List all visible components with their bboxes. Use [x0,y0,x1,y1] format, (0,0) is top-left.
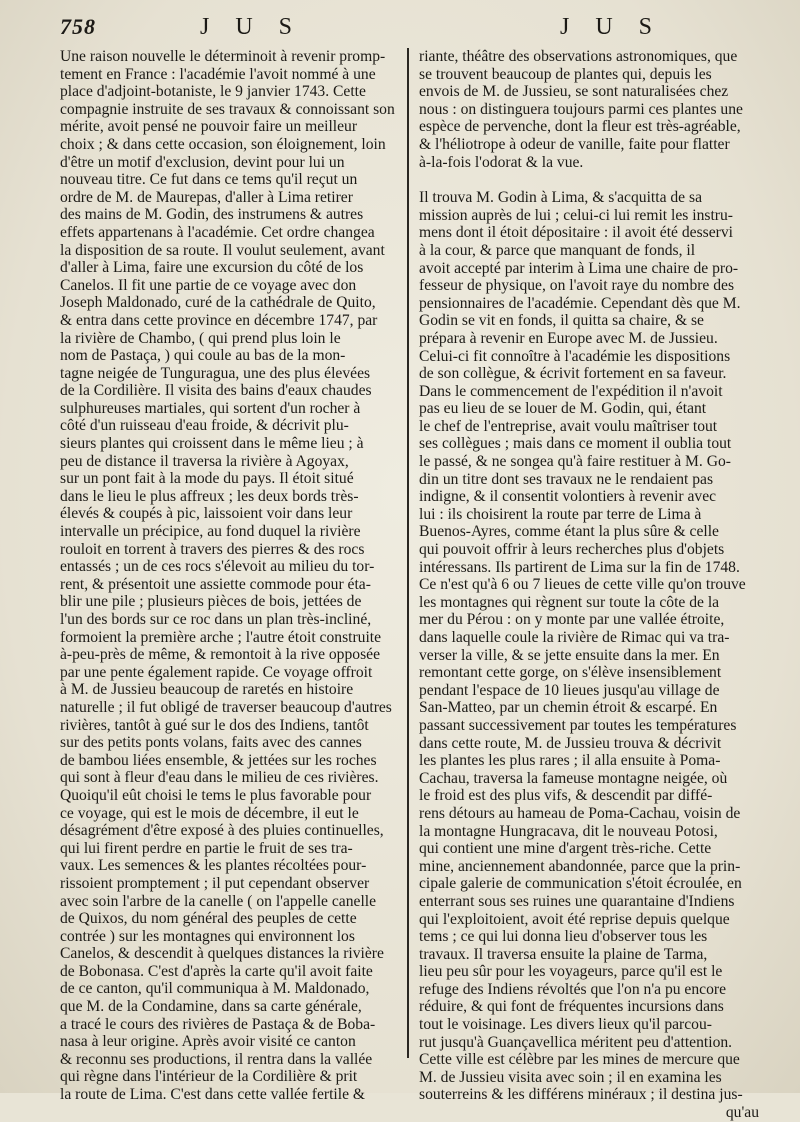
right-column-paragraph-2 [419,189,759,1104]
text-line: tement en France : l'académie l'avoit nommé à une [60,65,376,83]
text-line: dans laquelle coule la rivière de Rimac qui va tra- [419,629,730,646]
text-line: Buenos-Ayres, comme étant la plus sûre & celle [419,523,719,541]
text-line: envois de M. de Jussieu, se sont naturalisées chez [419,83,729,101]
text-line: tagne neigée de Tunguragua, une des plus élevées [60,364,371,382]
running-head-left: J U S [200,14,303,40]
text-line: prépara à revenir en Europe avec M. de Jussieu. [419,329,718,347]
text-line: place d'adjoint-botaniste, le 9 janvier 1743. Cette [60,83,366,101]
text-line: compagnie instruite de ses travaux & connoissant son [60,100,395,118]
text-line: qui sont à fleur d'eau dans le milieu de ces rivières. [60,769,379,787]
text-line: sulphureuses martiales, qui sortent d'un rocher à [60,399,361,417]
text-line: le froid est des plus vifs, & descendit par diffé- [419,787,713,805]
text-line: nouveau titre. Ce fut dans ce tems qu'il reçut un [60,171,358,189]
text-line: la route de Lima. C'est dans cette vallée fertile & [60,1086,366,1104]
text-line: qui lui firent perdre en partie le fruit de ses tra- [60,839,353,857]
text-line: d'être un motif d'exclusion, devint pour lui un [60,153,345,171]
text-line: Celui-ci fit connoître à l'académie les dispositions [419,347,731,365]
text-line: riante, théâtre des observations astronomiques, que [419,48,738,65]
text-line: intervalle un précipice, au fond duquel la rivière [60,523,361,541]
text-line: a tracé le cours des rivières de Pastaça & de Boba- [60,1015,376,1033]
right-column [419,48,759,1122]
text-line: cipale galerie de communication s'étoit écroulée, en [419,875,742,893]
text-line: enterrant sous ses ruines une quarantaine d'Indiens [419,892,735,910]
page-header [0,14,800,44]
text-line: l'un des bords sur ce roc dans un plan très-incliné, [60,611,372,628]
text-line: lui : ils choisirent la route par terre de Lima à [419,505,702,523]
text-line: mine, anciennement abandonnée, parce que la prin- [419,857,741,875]
paragraph-gap [419,171,759,189]
text-line: verser la ville, & se jette ensuite dans la mer. En [419,646,720,664]
text-line: sur des petits ponts volans, faits avec des cannes [60,734,362,752]
text-line: à M. de Jussieu beaucoup de raretés en histoire [60,681,354,699]
text-line: par une pente également rapide. Ce voyage offroit [60,663,373,681]
text-line: de ce canton, qu'il communiqua à M. Maldonado, [60,980,370,998]
text-line: Une raison nouvelle le déterminoit à revenir promp- [60,48,386,65]
text-line: mens dont il étoit dépositaire : il avoit été desservi [419,224,733,242]
text-line: à-peu-près de même, & remontoit à la rive opposée [60,646,380,664]
text-line: rent, & présentoit une assiette commode pour éta- [60,575,371,593]
text-line: tout le voisinage. Les divers lieux qu'il parcou- [419,1016,712,1034]
text-line: pas eu lieu de se louer de M. Godin, qui, étant [419,400,707,418]
text-line: lieu peu sûr pour les voyageurs, parce qu'il est le [419,963,723,981]
text-line: passant successivement par toutes les températures [419,716,737,734]
text-line: désagrément d'être exposé à des pluies continuelles, [60,822,384,840]
text-line: sur un pont fait à la mode du pays. Il étoit situé [60,470,354,488]
text-line: sieurs plantes qui croissent dans le même lieu ; à [60,435,364,453]
text-line: des mains de M. Godin, des instrumens & autres [60,206,364,224]
text-line: la rivière de Chambo, ( qui prend plus loin le [60,329,341,347]
text-line: rivières, tantôt à gué sur le dos des Indiens, tantôt [60,716,369,734]
text-line: à la cour, & parce que manquant de fonds, il [419,241,696,259]
text-line: & entra dans cette province en décembre 1747, par [60,311,378,329]
text-line: nasa à leur origine. Après avoir visité ce canton [60,1033,356,1051]
text-line: espèce de pervenche, dont la fleur est très-agréable, [419,118,741,136]
text-line: contrée ) sur les montagnes qui environnent los [60,927,355,945]
text-line: élevés & coupés à pic, laissoient voir dans leur [60,505,353,523]
text-line: entassés ; un de ces rocs s'élevoit au milieu du tor- [60,558,375,576]
text-line: mission auprès de lui ; celui-ci lui remit les instru- [419,206,733,224]
text-line: rissoient promptement ; il put cependant observer [60,874,370,892]
text-line: & reconnu ses productions, il rentra dans la vallée [60,1050,373,1068]
text-line: d'aller à Lima, faire une excursion du côté de los [60,259,364,277]
text-line: avoit accepté par interim à Lima une chaire de pro- [419,259,739,277]
text-line: qui pouvoit offrir à leurs recherches plus d'objets [419,541,725,559]
text-line: rens détours au hameau de Poma-Cachau, voisin de [419,804,741,822]
text-line: mérite, avoit pensé ne pouvoir faire un meilleur [60,118,358,136]
text-line: qui règne dans l'intérieur de la Cordilière & prit [60,1068,358,1086]
text-line: mer du Pérou : on y monte par une vallée étroite, [419,611,725,629]
text-line: Godin se vit en fonds, il quitta sa chaire, & se [419,312,704,330]
text-line: travaux. Il traversa ensuite la plaine de Tarma, [419,945,708,963]
text-line: blir une pile ; plusieurs pièces de bois, jettées de [60,593,362,611]
text-line: dans le lieu le plus affreux ; les deux bords très- [60,487,359,505]
text-line: ce voyage, qui est le mois de décembre, il eut le [60,804,359,822]
text-line: se trouvent beaucoup de plantes qui, depuis les [419,65,712,83]
text-line: San-Matteo, par un chemin étroit & escarpé. En [419,699,718,717]
column-divider [407,48,409,1058]
text-line: à-la-fois l'odorat & la vue. [419,153,584,171]
text-line: intéressans. Ils partirent de Lima sur la fin de 1748. [419,558,740,576]
text-line: de bambou liées ensemble, & jettées sur les roches [60,751,377,769]
text-line: indigne, & il consentit volontiers à revenir avec [419,488,717,506]
text-line: côté d'un ruisseau d'eau froide, & décrivit plu- [60,417,349,435]
text-line: nom de Pastaça, ) qui coule au bas de la mon- [60,347,346,365]
text-line: & l'héliotrope à odeur de vanille, faite pour flatter [419,135,730,153]
text-line: ordre de M. de Maurepas, d'aller à Lima retirer [60,188,353,206]
text-line: de son collègue, & écrivit fortement en sa faveur. [419,365,727,383]
text-line: formoient la première arche ; l'autre étoit construite [60,628,382,646]
text-line: effets appartenans à l'académie. Cet ordre changea [60,223,375,241]
text-line: remontant cette gorge, on s'élève insensiblement [419,664,722,682]
text-line: refuge des Indiens révoltés que l'on n'a pu encore [419,980,726,998]
text-line: Cette ville est célèbre par les mines de mercure que [419,1051,740,1069]
text-line: Ce n'est qu'à 6 ou 7 lieues de cette ville qu'on trouve [419,576,746,594]
running-head-right: J U S [560,14,663,40]
text-line: peu de distance il traversa la rivière à Agoyax, [60,452,349,470]
text-line: de Quixos, du nom général des peuples de cette [60,910,357,928]
text-line: de la Cordilière. Il visita des bains d'eaux chaudes [60,382,372,400]
left-column [60,48,400,1104]
text-line: de Bobonasa. C'est d'après la carte qu'il avoit faite [60,962,373,980]
text-line: naturelle ; il fut obligé de traverser beaucoup d'autres [60,698,392,716]
text-line: nous : on distinguera toujours parmi ces plantes une [419,100,743,118]
text-line: din un titre dont ses travaux ne le rendaient pas [419,470,714,488]
text-line: Quoiqu'il eût choisi le tems le plus favorable pour [60,786,372,804]
text-line: le chef de l'entreprise, avait voulu maîtriser tout [419,417,718,435]
catchword: qu'au [725,1104,759,1122]
text-line: Canelos. Il fit une partie de ce voyage avec don [60,276,357,294]
text-line: le passé, & ne songea qu'à faire restituer à M. Go- [419,453,731,471]
text-line: ses collègues ; mais dans ce moment il oublia tout [419,435,732,453]
text-line: avec soin l'arbre de la canelle ( on l'appelle canelle [60,892,377,910]
text-line: souterreins & les différens minéraux ; il destina jus- [419,1086,743,1104]
text-line: pendant l'espace de 10 lieues jusqu'au village de [419,681,720,699]
right-column-paragraph-1 [419,48,759,171]
text-line: dans cette route, M. de Jussieu trouva & décrivit [419,734,722,752]
text-line: vaux. Les semences & les plantes récoltées pour- [60,857,367,875]
text-line: Il trouva M. Godin à Lima, & s'acquitta de sa [419,189,702,207]
text-line: Joseph Maldonado, curé de la cathédrale de Quito, [60,294,376,312]
text-line: choix ; & dans cette occasion, son éloignement, loin [60,135,386,153]
text-line: la montagne Hungracava, dit le nouveau Potosi, [419,822,718,840]
text-line: M. de Jussieu visita avec soin ; il en examina les [419,1068,722,1086]
text-line: rouloit en torrent à travers des pierres & des rocs [60,540,365,558]
text-line: pensionnaires de l'académie. Cependant dès que M. [419,294,741,312]
text-line: fesseur de physique, on l'avoit raye du nombre des [419,277,735,295]
text-line: qui l'exploitoient, avoit été reprise depuis quelque [419,910,730,928]
text-line: la disposition de sa route. Il voulut seulement, avant [60,241,385,259]
text-line: qui contient une mine d'argent très-riche. Cette [419,840,712,858]
text-line: les plantes les plus rares ; il alla ensuite à Poma- [419,752,721,770]
text-line: Cachau, traversa la fameuse montagne neigée, où [419,769,728,787]
text-line: les montagnes qui règnent sur toute la côte de la [419,593,720,611]
text-line: tems ; ce qui lui donna lieu d'observer tous les [419,928,708,946]
text-line: Dans le commencement de l'expédition il n'avoit [419,382,723,400]
page-number: 758 [60,14,96,39]
text-line: que M. de la Condamine, dans sa carte générale, [60,998,362,1016]
text-line: rut jusqu'à Guançavellica méritent peu d'attention. [419,1033,733,1051]
text-line: Canelos, & descendit à quelques distances la rivière [60,945,384,963]
text-line: réduire, & qui font de fréquentes incursions dans [419,998,724,1016]
